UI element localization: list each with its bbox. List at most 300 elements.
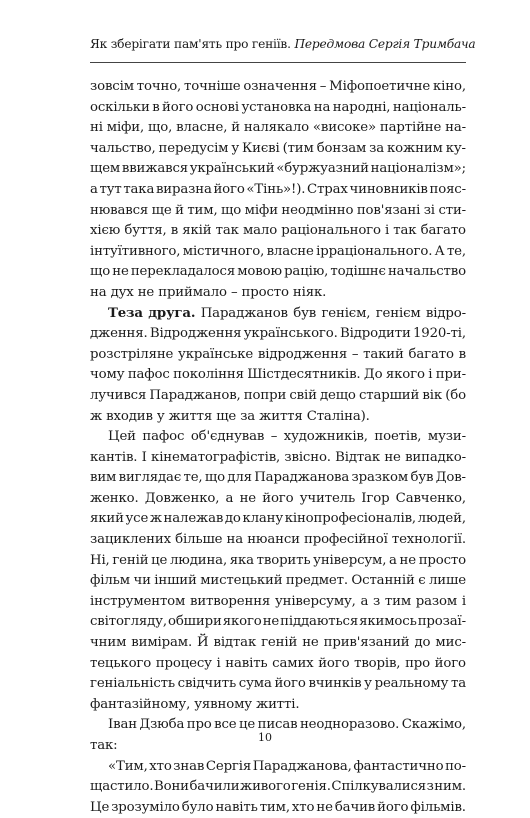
word: Іван	[108, 717, 137, 733]
text-line	[90, 345, 466, 366]
word: Й	[197, 635, 209, 651]
word: Це	[90, 799, 110, 815]
word: що	[204, 470, 225, 486]
word: і	[216, 655, 221, 671]
text-line	[90, 98, 466, 119]
word: лучився	[90, 387, 147, 403]
word: дух	[110, 284, 134, 300]
word: Цей	[108, 429, 136, 445]
word: мис-	[435, 635, 466, 651]
text-line	[90, 77, 466, 98]
word: генієм	[375, 305, 421, 321]
word: просто	[241, 284, 289, 300]
word: життя	[168, 408, 213, 424]
word: чальство,	[90, 140, 156, 156]
word: не	[384, 449, 401, 465]
text-line	[90, 612, 466, 633]
word: життя	[259, 408, 303, 424]
word: якого	[222, 614, 262, 630]
word: начальство	[387, 264, 466, 280]
word: його	[162, 99, 194, 115]
word: його	[434, 655, 466, 671]
word: навіть	[225, 655, 268, 671]
word: А	[434, 243, 445, 259]
word: лише	[428, 573, 466, 589]
word: до	[414, 635, 431, 651]
word: ж	[90, 408, 103, 424]
word: –	[270, 429, 278, 445]
word: так:	[90, 738, 118, 753]
word: мовою	[237, 264, 282, 280]
word: чи	[133, 573, 151, 589]
word: розстріляне	[90, 346, 174, 362]
word: більше	[175, 532, 223, 548]
word: генієм,	[321, 305, 371, 321]
word: якимось	[359, 614, 417, 630]
word: за	[369, 140, 385, 156]
text-line	[90, 674, 466, 695]
word: інтуїтивного,	[90, 243, 181, 259]
word: ввижався	[121, 161, 188, 177]
word: старший	[358, 387, 420, 403]
word: «буржуазний	[276, 161, 369, 177]
word: а	[90, 181, 98, 197]
word: був	[293, 305, 317, 321]
word: містичного,	[182, 243, 265, 259]
word: професійної	[304, 532, 388, 548]
word: зразком	[351, 470, 409, 486]
text-line	[90, 654, 466, 675]
word: ірраціонального.	[316, 243, 433, 259]
word: Відродження	[149, 326, 242, 342]
word: 1920-ті,	[413, 326, 466, 342]
word: у	[364, 676, 372, 692]
word: багато	[420, 223, 466, 239]
word: буття,	[124, 223, 167, 239]
word: не	[137, 284, 155, 300]
text-line	[90, 592, 466, 613]
word: який	[90, 511, 124, 527]
word: Останній	[351, 573, 415, 589]
word: геній	[112, 552, 149, 568]
word: зовсім	[90, 79, 134, 94]
word: «Тим,	[108, 758, 148, 774]
word: бачили	[189, 779, 240, 795]
word: вимірам.	[131, 635, 193, 651]
word: женко.	[90, 490, 139, 506]
word: предмет.	[285, 573, 348, 589]
word: його	[262, 490, 294, 506]
text-line	[90, 489, 466, 510]
word: –	[319, 79, 327, 94]
word: у	[231, 140, 240, 156]
word: пояс-	[429, 181, 466, 197]
word: не	[399, 552, 416, 568]
word: на-	[445, 120, 466, 136]
running-head-title: Як зберігати пам'ять про геніїв.	[90, 37, 291, 51]
word: при-	[435, 367, 466, 383]
word: покоління	[173, 367, 244, 383]
word: не	[239, 490, 256, 506]
body-text	[90, 77, 466, 818]
text-line	[90, 530, 466, 551]
word: Ігор	[361, 490, 390, 506]
word: партійне	[379, 120, 442, 136]
word: в	[152, 99, 160, 115]
text-line	[90, 304, 466, 325]
word: нювався	[90, 202, 149, 218]
word: універсум,	[313, 552, 387, 568]
word: те,	[183, 470, 203, 486]
word: технології.	[391, 532, 466, 548]
text-line	[90, 242, 466, 263]
word: чому	[90, 367, 125, 383]
word: навіть	[215, 799, 258, 815]
word: було	[181, 799, 214, 815]
page-number: 10	[258, 731, 272, 744]
word: що	[221, 202, 242, 218]
word: тим,	[187, 202, 218, 218]
word: український	[189, 161, 275, 177]
word: тодішнє	[330, 264, 386, 280]
word: точніше	[184, 79, 241, 94]
word: неодмінно	[281, 202, 354, 218]
word: інструментом	[90, 593, 186, 609]
word: До	[363, 367, 383, 383]
word: про	[186, 717, 212, 733]
word: витворення	[189, 593, 271, 609]
word: кіно,	[433, 79, 466, 94]
word: чиновників	[349, 181, 428, 197]
word: ж	[149, 511, 162, 527]
word: вчинків	[308, 676, 362, 692]
text-line	[90, 695, 466, 716]
word: сума	[238, 676, 272, 692]
word: геній	[261, 635, 298, 651]
word: не	[302, 635, 319, 651]
word: бачив	[334, 799, 376, 815]
word: українське	[178, 346, 254, 362]
word: Сергія	[205, 758, 252, 774]
word: все	[214, 717, 237, 733]
word: не	[262, 614, 280, 630]
word: фільм	[90, 573, 130, 589]
word: вим	[90, 470, 117, 486]
text-line	[90, 180, 466, 201]
word: на	[90, 284, 107, 300]
word: зрозуміло	[111, 799, 180, 815]
word: зі	[423, 202, 435, 218]
word: житті.	[256, 696, 300, 712]
word: мистецький	[200, 573, 283, 589]
word: та	[450, 676, 466, 692]
word: піддаються	[280, 614, 359, 630]
word: разом	[415, 593, 458, 609]
word: (тим	[282, 140, 314, 156]
word: «Тінь»!).	[246, 181, 306, 197]
word: якій	[182, 223, 212, 239]
word: й	[231, 120, 240, 136]
text-line	[90, 365, 466, 386]
word: свідчить	[177, 676, 237, 692]
word: Відтак	[335, 449, 381, 465]
word: Довженко,	[144, 490, 220, 506]
word: універсуму,	[274, 593, 356, 609]
word: поетів,	[374, 429, 422, 445]
text-line	[90, 757, 466, 778]
header-rule	[90, 62, 466, 63]
text-line	[90, 159, 466, 180]
word: українського.	[243, 326, 338, 342]
word: націоналізм»;	[370, 161, 466, 177]
word: відро-	[425, 305, 466, 321]
word: творів,	[354, 655, 401, 671]
text-line	[90, 468, 466, 489]
text-line	[90, 633, 466, 654]
word: така	[123, 181, 155, 197]
word: приймало	[158, 284, 227, 300]
word: Спілкувалися	[331, 779, 427, 795]
word: зациклених	[90, 532, 171, 548]
word: ні	[90, 120, 103, 136]
word: рацію,	[284, 264, 329, 280]
word: установка	[241, 99, 312, 115]
word: на	[313, 99, 331, 115]
word: просто	[418, 552, 466, 568]
word: –	[230, 284, 238, 300]
word: Вони	[153, 779, 189, 795]
word: живого	[239, 779, 291, 795]
text-line	[90, 798, 466, 818]
word: а	[225, 490, 234, 506]
word: уявному	[194, 696, 252, 712]
word: геніальність	[90, 676, 175, 692]
text-line	[90, 262, 466, 283]
word: входив	[106, 408, 153, 424]
word: точно,	[136, 79, 182, 94]
text-line	[90, 509, 466, 530]
word: а	[360, 593, 369, 609]
word: і	[428, 367, 433, 383]
word: мало	[242, 223, 278, 239]
word: попри	[243, 387, 287, 403]
word: пафос	[127, 367, 170, 383]
word: тецького	[90, 655, 152, 671]
word: кінематографістів,	[151, 449, 281, 465]
word: на	[226, 532, 244, 548]
word: тут	[99, 181, 122, 197]
running-head-subtitle: Передмова Сергія Тримбача	[294, 37, 476, 51]
text-line	[90, 201, 466, 222]
word: (бо	[445, 387, 466, 403]
word: пафос	[142, 429, 185, 445]
word: до	[224, 511, 241, 527]
word: сти-	[438, 202, 466, 218]
word: кінопрофесіоналів,	[284, 511, 416, 527]
word: ку-	[445, 140, 466, 156]
word: Дзюба	[139, 717, 185, 733]
word: з	[373, 593, 381, 609]
word: основі	[195, 99, 239, 115]
word: його	[274, 676, 306, 692]
text-line	[90, 571, 466, 592]
word: кожним	[387, 140, 443, 156]
text-line	[90, 448, 466, 469]
word: людей,	[417, 511, 466, 527]
word: фантастично	[353, 758, 444, 774]
word: пов'язані	[356, 202, 421, 218]
word: інший	[154, 573, 197, 589]
text-line	[90, 118, 466, 139]
word: в	[170, 223, 179, 239]
word: творить	[256, 552, 311, 568]
word: нюанси	[247, 532, 300, 548]
word: якого	[385, 367, 425, 383]
word: міфи	[244, 202, 278, 218]
word: по-	[445, 758, 466, 774]
word: це	[151, 552, 168, 568]
word: налякало	[243, 120, 309, 136]
text-line	[90, 324, 466, 345]
word: свій	[289, 387, 317, 403]
word: з	[426, 779, 434, 795]
text-line	[90, 221, 466, 242]
word: Відродити	[340, 326, 411, 342]
text-line	[90, 139, 466, 160]
text-line	[90, 283, 466, 304]
word: Ні,	[90, 552, 110, 568]
text-line	[90, 407, 466, 428]
word: і	[385, 223, 390, 239]
word: ніяк.	[292, 284, 327, 300]
word: хто	[149, 758, 172, 774]
word: –	[351, 346, 359, 362]
word: багато	[408, 346, 454, 362]
word: вік	[422, 387, 443, 403]
word: учитель	[299, 490, 356, 506]
word: чним	[90, 635, 127, 651]
word: про	[405, 655, 430, 671]
word: Параджанова,	[252, 758, 352, 774]
word: національ-	[392, 99, 466, 115]
word: у	[156, 408, 165, 424]
word: оскільки	[90, 99, 150, 115]
word: те,	[446, 243, 466, 259]
bold-word: Теза	[108, 305, 143, 321]
word: раціонального	[281, 223, 381, 239]
word: дещо	[319, 387, 356, 403]
word: прозаї-	[417, 614, 466, 630]
text-line	[90, 551, 466, 572]
word: власне,	[176, 120, 228, 136]
word: хто	[291, 799, 315, 815]
word: клану	[242, 511, 284, 527]
word: І	[141, 449, 147, 465]
word: неодноразово.	[299, 717, 400, 733]
text-line	[90, 386, 466, 407]
running-head	[90, 37, 476, 51]
word: перекладалося	[130, 264, 236, 280]
word: ним.	[434, 779, 466, 795]
word: яка	[229, 552, 254, 568]
word: Савченко,	[395, 490, 466, 506]
word: Страх	[307, 181, 348, 197]
word: власне	[266, 243, 314, 259]
word: відтак	[213, 635, 257, 651]
word: виразна	[155, 181, 212, 197]
word: що	[90, 264, 111, 280]
word: Сталіна).	[306, 408, 370, 424]
word: так	[215, 223, 239, 239]
word: світогляду,	[90, 614, 167, 630]
word: його	[318, 655, 350, 671]
word: Міфопоетичне	[329, 79, 431, 94]
word: генія.	[291, 779, 331, 795]
word: усе	[125, 511, 149, 527]
word: такий	[363, 346, 404, 362]
word: тим,	[259, 799, 290, 815]
text-line	[90, 777, 466, 798]
word: хією	[90, 223, 121, 239]
word: випадко-	[405, 449, 466, 465]
word: фантазійному,	[90, 696, 191, 712]
word: об'єднував	[190, 429, 265, 445]
word: відродження	[257, 346, 348, 362]
word: народні,	[332, 99, 391, 115]
word: щем	[90, 161, 121, 177]
word: Києві	[242, 140, 280, 156]
word: писав	[257, 717, 298, 733]
word: обшири	[167, 614, 222, 630]
word: ще	[216, 408, 237, 424]
word: належав	[163, 511, 224, 527]
word: виглядає	[118, 470, 182, 486]
bold-word: друга.	[148, 305, 196, 321]
word: музи-	[427, 429, 466, 445]
word: прив'язаний	[323, 635, 410, 651]
word: процесу	[155, 655, 212, 671]
word: Скажімо,	[401, 717, 466, 733]
word: а	[389, 552, 397, 568]
word: це	[239, 717, 256, 733]
word: людина,	[170, 552, 228, 568]
word: не	[112, 264, 129, 280]
word: художників,	[283, 429, 368, 445]
word: його	[213, 181, 245, 197]
word: реальному	[374, 676, 449, 692]
word: так	[393, 223, 417, 239]
text-line	[90, 427, 466, 448]
word: щастило.	[90, 779, 154, 795]
word: тим	[384, 593, 412, 609]
word: був	[410, 470, 434, 486]
word: означення	[243, 79, 317, 94]
word: Дов-	[435, 470, 466, 486]
word: в	[458, 346, 466, 362]
word: передусім	[158, 140, 229, 156]
word: не	[316, 799, 333, 815]
word: Параджанов,	[149, 387, 241, 403]
word: міфи,	[106, 120, 145, 136]
word: звісно.	[284, 449, 331, 465]
word: знав	[173, 758, 205, 774]
word: бонзам	[316, 140, 367, 156]
word: самих	[272, 655, 314, 671]
word: Шістдесятників.	[247, 367, 361, 383]
word: Параджанова	[254, 470, 350, 486]
word: його	[377, 799, 409, 815]
word: дження.	[90, 326, 148, 342]
